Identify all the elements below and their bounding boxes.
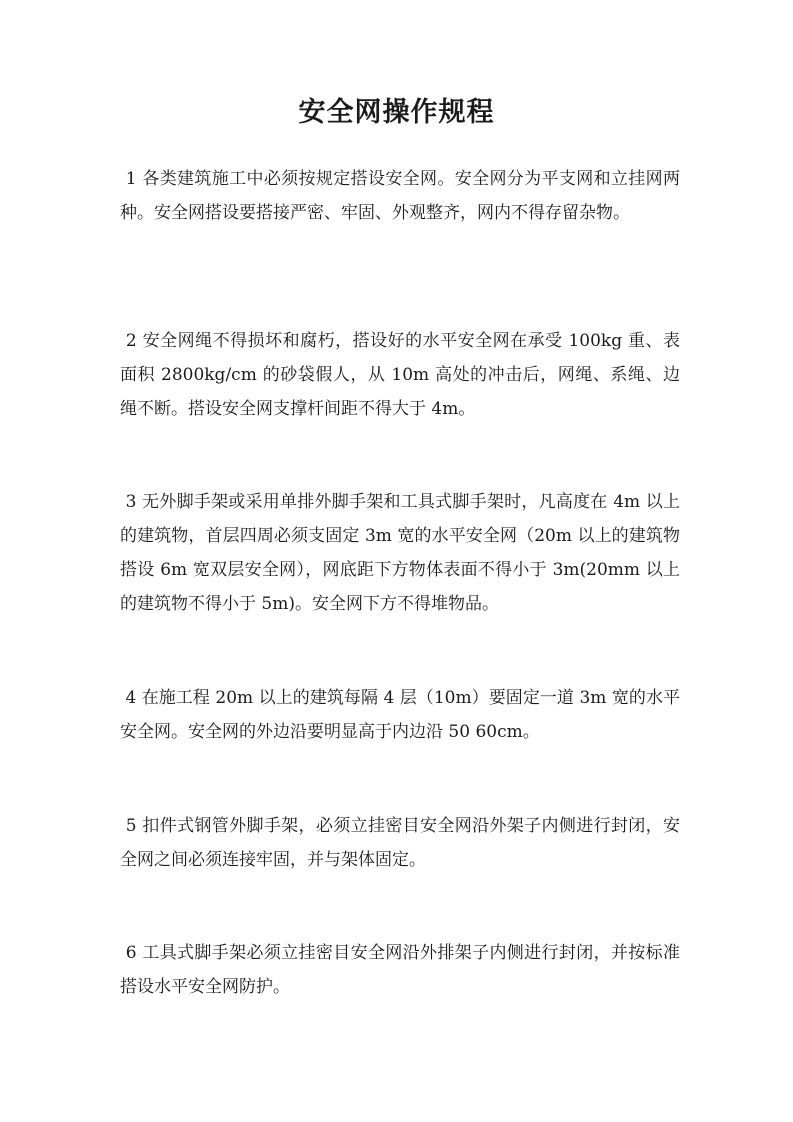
paragraph-6: 6 工具式脚手架必须立挂密目安全网沿外排架子内侧进行封闭，并按标准搭设水平安全网防护。	[120, 943, 681, 997]
paragraph-2: 2 安全网绳不得损坏和腐朽，搭设好的水平安全网在承受 100kg 重、表面积 2800kg/cm 的砂袋假人，从 10m 高处的冲击后，网绳、系绳、边绳不断。搭设安全网支撑杆间距不得大于 4m。	[120, 331, 680, 419]
paragraph-1: 1 各类建筑施工中必须按规定搭设安全网。安全网分为平支网和立挂网两种。安全网搭设要搭接严密、牢固、外观整齐，网内不得存留杂物。	[120, 169, 681, 223]
paragraph-4: 4 在施工程 20m 以上的建筑每隔 4 层（10m）要固定一道 3m 宽的水平安全网。安全网的外边沿要明显高于内边沿 50 60cm。	[120, 688, 680, 742]
paragraph-3: 3 无外脚手架或采用单排外脚手架和工具式脚手架时，凡高度在 4m 以上的建筑物，首层四周必须支固定 3m 宽的水平安全网（20m 以上的建筑物搭设 6m 宽双层安全网），网底距下方物体表面不得小于 3m(20mm 以上的建筑物不得小于 5m)。安全网下方不得堆物品。	[120, 492, 681, 614]
document-title: 安全网操作规程	[298, 97, 495, 128]
paragraph-5: 5 扣件式钢管外脚手架，必须立挂密目安全网沿外架子内侧进行封闭，安全网之间必须连接牢固，并与架体固定。	[120, 816, 681, 870]
